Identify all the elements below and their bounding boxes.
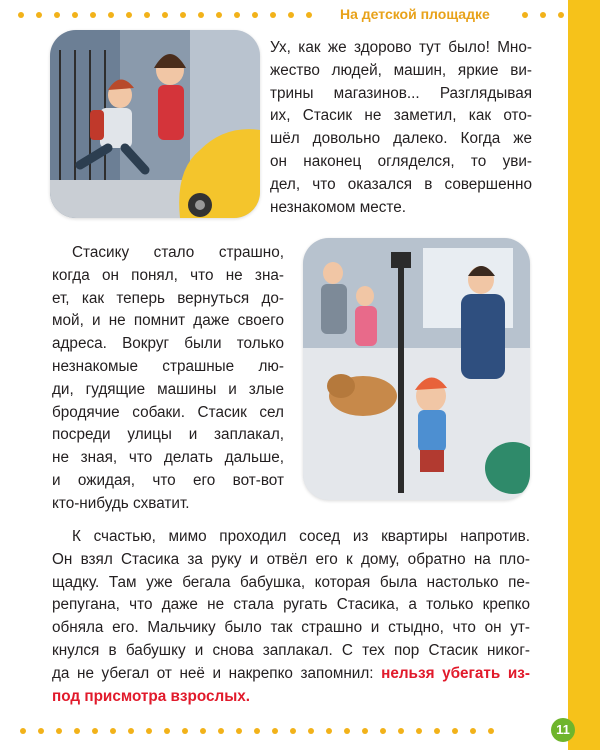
- paragraph-2-line: не зная, что делать дальше,: [52, 449, 284, 467]
- paragraph-1-line: Ух, как же здорово тут было! Мно-: [270, 39, 532, 56]
- paragraph-1-line: жество людей, машин, яркие ви-: [270, 61, 532, 79]
- paragraph-3-line: обняла его. Мальчику было так страшно и стыдно, что он ут-: [52, 619, 530, 637]
- paragraph-2-line: адреса. Вокруг были только: [52, 335, 284, 353]
- paragraph-1-line: трины магазинов... Разглядывая: [270, 84, 532, 102]
- right-yellow-strip: [568, 0, 600, 750]
- paragraph-1-line: он наконец огляделся, то уви-: [270, 152, 532, 170]
- paragraph-3-text: да не убегал от неё и накрепко запомнил:: [52, 664, 374, 682]
- paragraph-3-line: Он взял Стасика за руку и отвёл его к дому, обратно на пло-: [52, 550, 530, 568]
- paragraph-3-line: репугана, что даже не стала ругать Стасика, а только крепко: [52, 596, 530, 614]
- paragraph-2-line: мой, и не помнит даже своего: [52, 312, 284, 330]
- paragraph-3-line: К счастью, мимо проходил сосед из квартиры напротив.: [72, 528, 530, 545]
- top-dots: [18, 11, 312, 19]
- highlight-rule: нельзя убегать из-: [381, 664, 530, 682]
- paragraph-1-line: шёл довольно далеко. Когда же: [270, 130, 532, 148]
- paragraph-1-line: их, Стасик не заметил, как ото-: [270, 107, 532, 125]
- paragraph-2-line: и ожидая, что его вот-вот: [52, 471, 284, 489]
- paragraph-2-line: посреди улицы и заплакал,: [52, 426, 284, 444]
- illustration-boy-running: [50, 30, 260, 218]
- paragraph-2-line: когда он понял, что не зна-: [52, 266, 284, 284]
- paragraph-2-line: ди, гудящие машины и злые: [52, 380, 284, 398]
- top-dots-right: [522, 11, 564, 19]
- highlight-rule-end: под присмотра взрослых.: [52, 687, 251, 705]
- paragraph-2-line: кто-нибудь схватит.: [52, 494, 190, 512]
- illustration-boy-crying-street: [303, 238, 530, 500]
- section-title: На детской площадке: [340, 6, 490, 22]
- paragraph-3-line: щадку. Там уже бегала бабушка, которая была настолько пе-: [52, 573, 530, 591]
- paragraph-1: [270, 37, 532, 219]
- paragraph-2-line: незнакомые страшные лю-: [52, 357, 284, 375]
- paragraph-2: [52, 242, 284, 516]
- paragraph-3-line: [52, 663, 530, 686]
- bottom-dots: [20, 727, 494, 735]
- paragraph-2-line: Стасику стало страшно,: [72, 244, 284, 261]
- paragraph-2-line: ет, как теперь вернуться до-: [52, 289, 284, 307]
- paragraph-3-line: кнулся в бабушку и снова заплакал. С тех пор Стасик никог-: [52, 641, 530, 659]
- paragraph-2-line: бродячие собаки. Стасик сел: [52, 403, 284, 421]
- paragraph-1-line: незнакомом месте.: [270, 198, 407, 216]
- paragraph-1-line: дел, что оказался в совершенно: [270, 175, 532, 193]
- page-number: 11: [551, 718, 575, 742]
- paragraph-3: [52, 526, 530, 708]
